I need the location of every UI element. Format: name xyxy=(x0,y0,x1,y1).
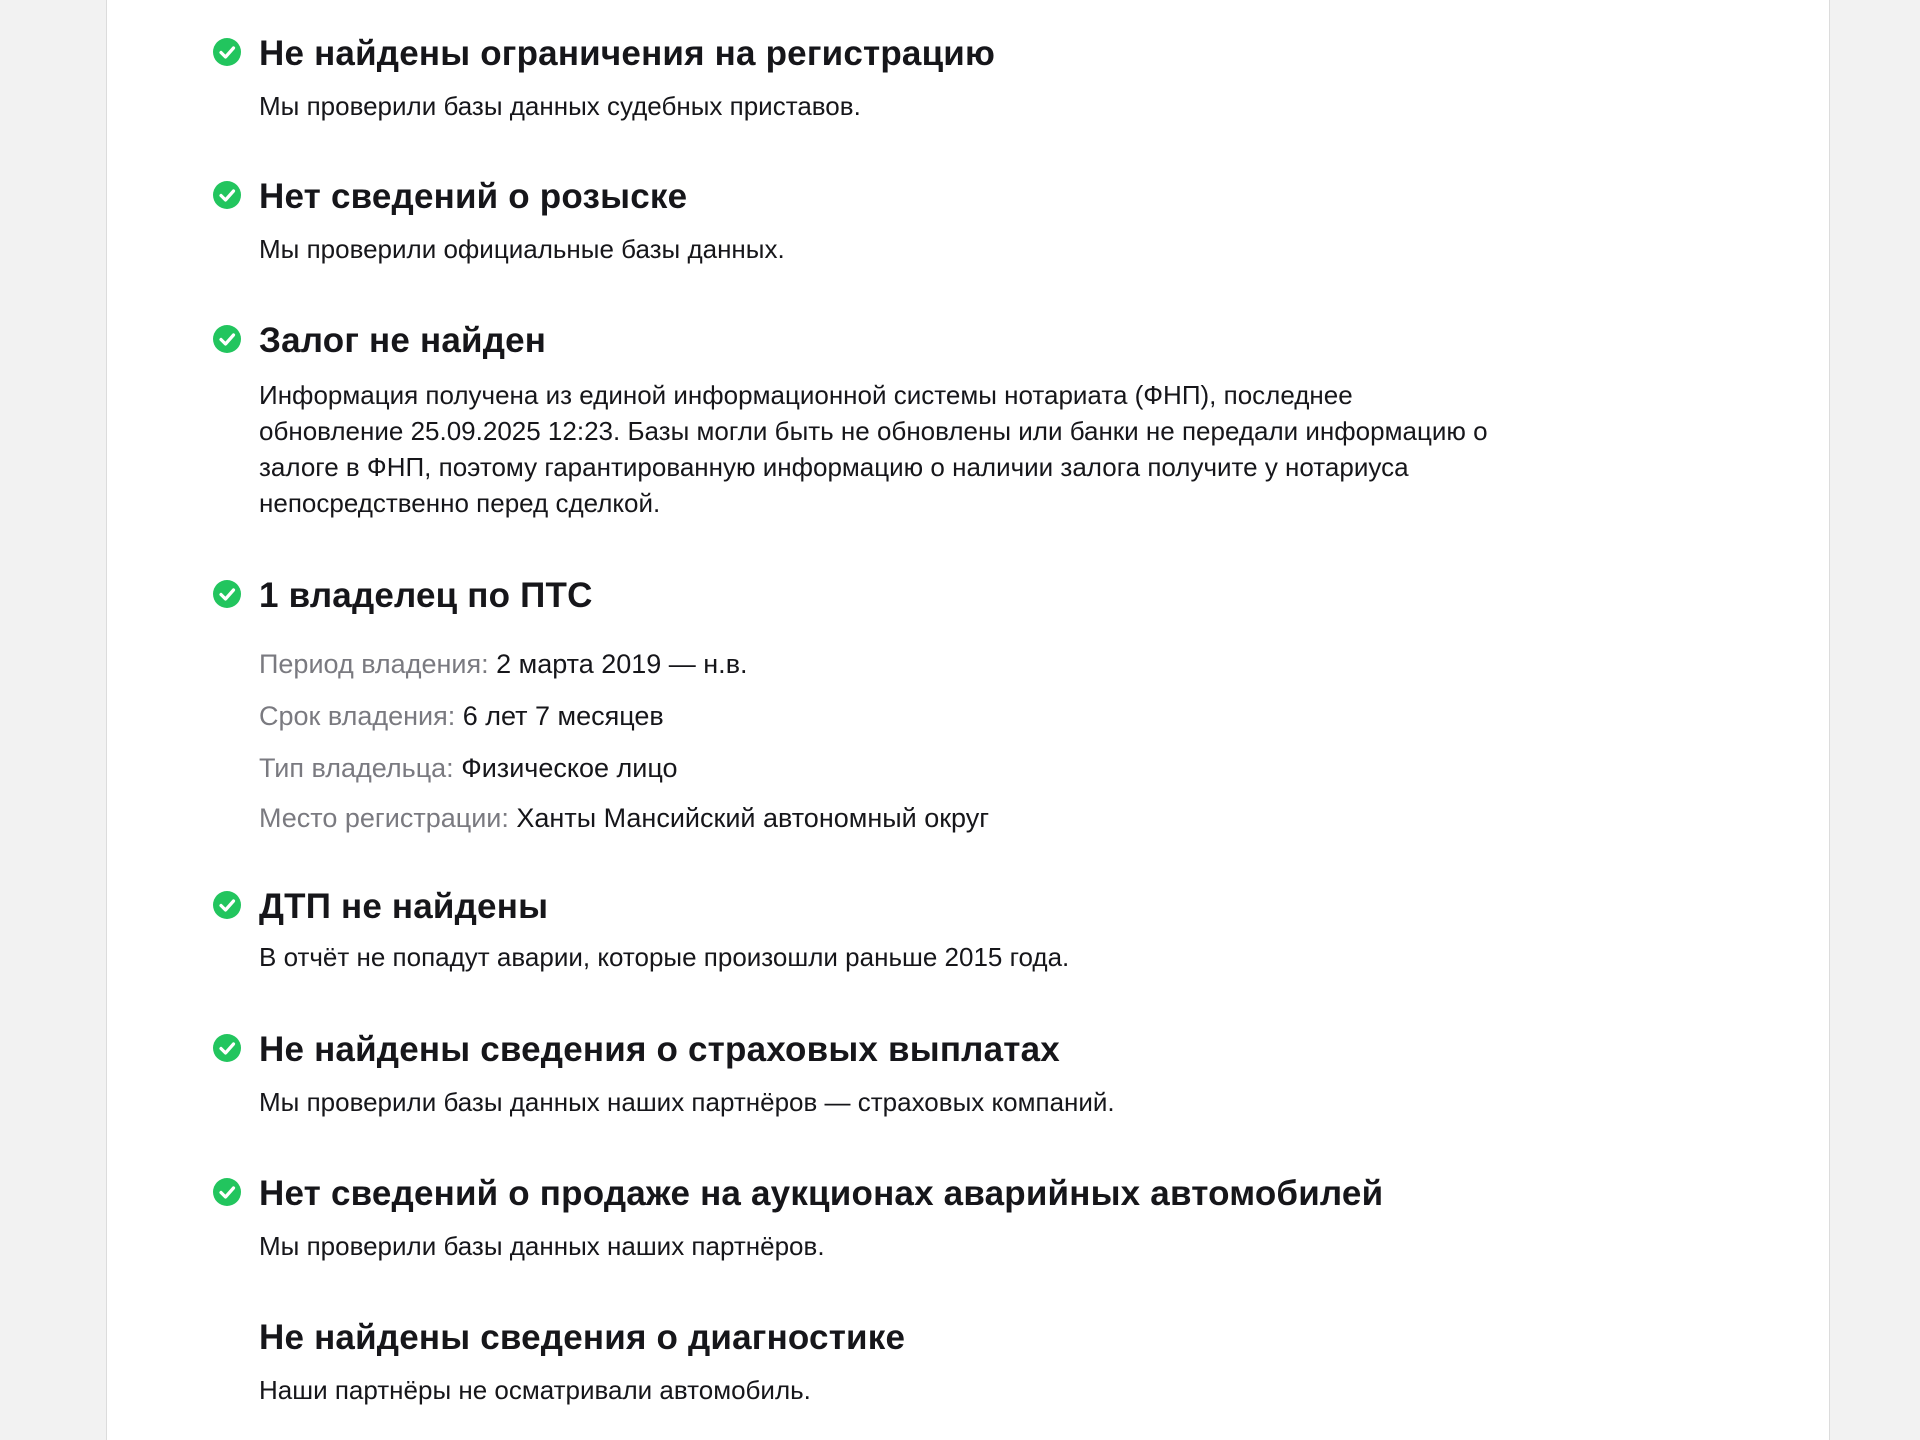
check-circle-icon xyxy=(213,181,241,209)
check-circle-icon xyxy=(213,891,241,919)
check-title: Не найдены сведения о диагностике xyxy=(259,1318,906,1357)
detail-label: Место регистрации: xyxy=(259,803,509,833)
check-title: Не найдены ограничения на регистрацию xyxy=(259,34,996,73)
check-title: ДТП не найдены xyxy=(259,887,549,926)
check-description: Мы проверили базы данных наших партнёров. xyxy=(259,1231,825,1261)
description-line: обновление 25.09.2025 12:23. Базы могли быть не обновлены или банки не передали информацию о xyxy=(259,416,1488,446)
report-card xyxy=(106,0,1830,1440)
check-circle-icon xyxy=(213,1034,241,1062)
description-line: непосредственно перед сделкой. xyxy=(259,488,661,518)
check-title: Нет сведений о розыске xyxy=(259,177,688,216)
check-circle-icon xyxy=(213,580,241,608)
check-description: В отчёт не попадут аварии, которые произошли раньше 2015 года. xyxy=(259,942,1070,972)
check-title: Нет сведений о продаже на аукционах аварийных автомобилей xyxy=(259,1174,1384,1213)
check-description: Мы проверили базы данных судебных приставов. xyxy=(259,91,861,121)
detail-label: Тип владельца: xyxy=(259,753,454,783)
check-circle-icon xyxy=(213,325,241,353)
check-title: 1 владелец по ПТС xyxy=(259,576,593,615)
detail-value: Физическое лицо xyxy=(461,753,678,783)
check-circle-icon xyxy=(213,1178,241,1206)
registration-place xyxy=(259,800,989,836)
ownership-period xyxy=(259,646,748,682)
detail-value: 2 марта 2019 — н.в. xyxy=(496,649,748,679)
description-line: залоге в ФНП, поэтому гарантированную информацию о наличии залога получите у нотариуса xyxy=(259,452,1409,482)
check-description: Наши партнёры не осматривали автомобиль. xyxy=(259,1375,811,1405)
check-description xyxy=(259,377,1679,521)
check-circle-icon xyxy=(213,38,241,66)
detail-label: Период владения: xyxy=(259,649,489,679)
description-line: Информация получена из единой информационной системы нотариата (ФНП), последнее xyxy=(259,380,1353,410)
detail-value: 6 лет 7 месяцев xyxy=(462,701,664,731)
check-description: Мы проверили базы данных наших партнёров — страховых компаний. xyxy=(259,1087,1115,1117)
detail-value: Ханты Мансийский автономный округ xyxy=(516,803,990,833)
check-title: Залог не найден xyxy=(259,321,547,360)
ownership-duration xyxy=(259,698,664,734)
owner-type xyxy=(259,750,678,786)
detail-label: Срок владения: xyxy=(259,701,456,731)
check-title: Не найдены сведения о страховых выплатах xyxy=(259,1030,1060,1069)
check-description: Мы проверили официальные базы данных. xyxy=(259,234,785,264)
